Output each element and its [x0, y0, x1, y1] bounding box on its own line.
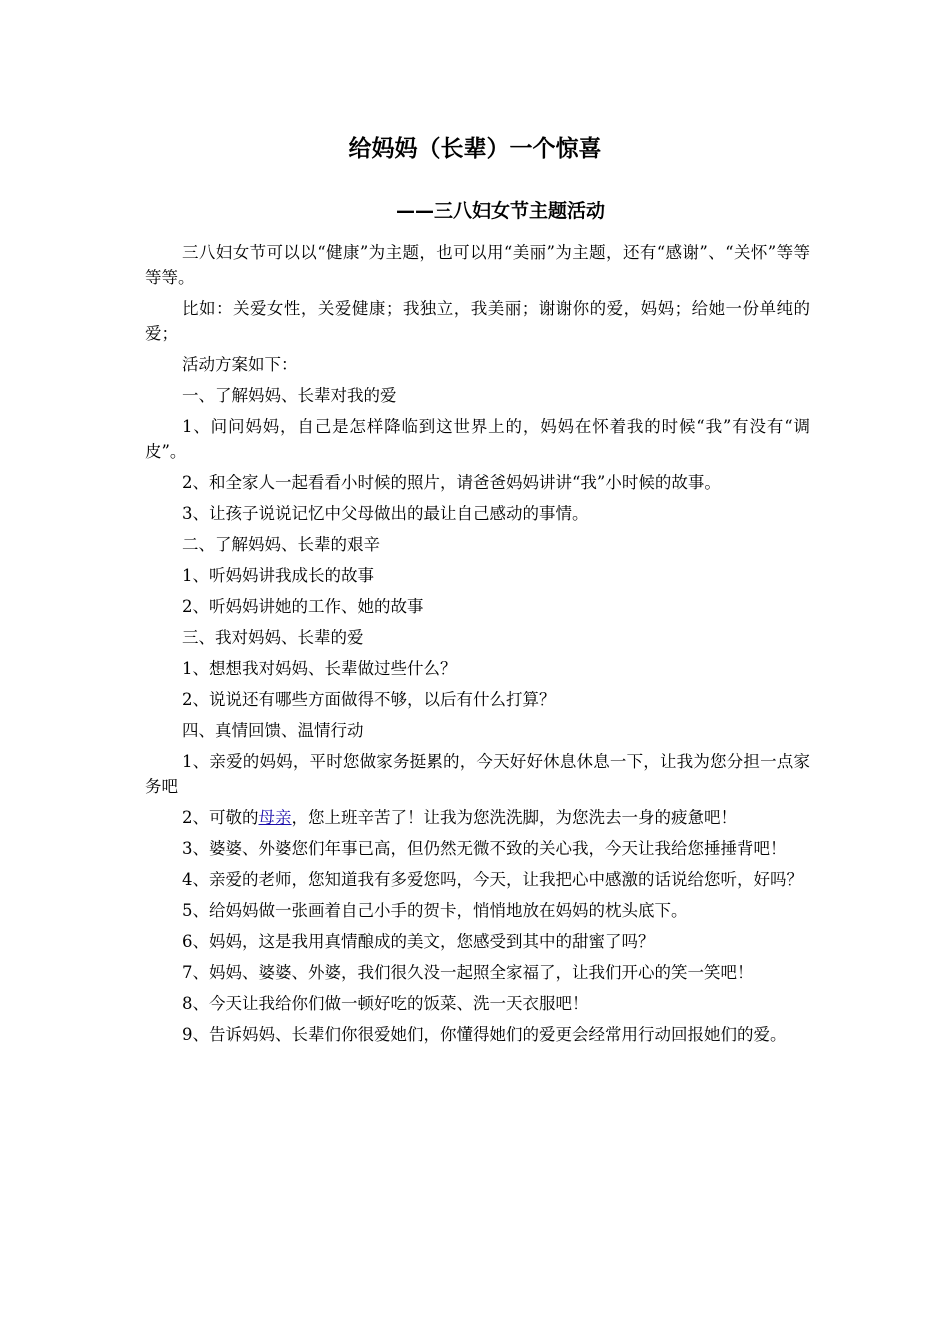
- list-item: 1、想想我对妈妈、长辈做过些什么？: [182, 659, 457, 678]
- list-item: 6、妈妈，这是我用真情酿成的美文，您感受到其中的甜蜜了吗？: [182, 932, 655, 951]
- list-item: 2、说说还有哪些方面做得不够，以后有什么打算？: [182, 690, 556, 709]
- section-heading: 一、了解妈妈、长辈对我的爱: [182, 386, 397, 405]
- list-item-text: ，您上班辛苦了！让我为您洗洗脚，为您洗去一身的疲惫吧！: [291, 808, 737, 827]
- list-item: [145, 805, 810, 830]
- list-item: 2、和全家人一起看看小时候的照片，请爸爸妈妈讲讲“我”小时候的故事。: [182, 473, 721, 492]
- document-body: [145, 240, 810, 1053]
- list-item-text: 2、可敬的: [182, 808, 259, 827]
- mother-link[interactable]: 母亲: [258, 808, 292, 827]
- list-item: 4、亲爱的老师，您知道我有多爱您吗，今天，让我把心中感激的话说给您听，好吗？: [182, 870, 803, 889]
- list-item: 3、婆婆、外婆您们年事已高，但仍然无微不致的关心我，今天让我给您捶捶背吧！: [182, 839, 787, 858]
- list-item: 2、听妈妈讲她的工作、她的故事: [182, 597, 424, 616]
- plan-heading: 活动方案如下：: [182, 355, 298, 374]
- list-item: 7、妈妈、婆婆、外婆，我们很久没一起照全家福了，让我们开心的笑一笑吧！: [182, 963, 754, 982]
- document-subtitle: ——三八妇女节主题活动: [396, 200, 606, 222]
- list-item: 1、听妈妈讲我成长的故事: [182, 566, 374, 585]
- list-item: 8、今天让我给你们做一顿好吃的饭菜、洗一天衣服吧！: [182, 994, 589, 1013]
- intro-paragraph: 三八妇女节可以以“健康”为主题，也可以用“美丽”为主题，还有“感谢”、“关怀”等等等等。: [145, 243, 810, 287]
- section-heading: 四、真情回馈、温情行动: [182, 721, 364, 740]
- list-item: 9、告诉妈妈、长辈们你很爱她们，你懂得她们的爱更会经常用行动回报她们的爱。: [182, 1025, 787, 1044]
- list-item: 5、给妈妈做一张画着自己小手的贺卡，悄悄地放在妈妈的枕头底下。: [182, 901, 688, 920]
- list-item: 3、让孩子说说记忆中父母做出的最让自己感动的事情。: [182, 504, 589, 523]
- document-title: 给妈妈（长辈）一个惊喜: [348, 136, 602, 162]
- section-heading: 二、了解妈妈、长辈的艰辛: [182, 535, 380, 554]
- examples-paragraph: 比如：关爱女性，关爱健康；我独立，我美丽；谢谢你的爱，妈妈；给她一份单纯的爱；: [145, 299, 810, 343]
- list-item: 1、问问妈妈，自己是怎样降临到这世界上的，妈妈在怀着我的时候“我”有没有“调皮”。: [145, 417, 810, 461]
- list-item: 1、亲爱的妈妈，平时您做家务挺累的，今天好好休息休息一下，让我为您分担一点家务吧: [145, 752, 810, 796]
- section-heading: 三、我对妈妈、长辈的爱: [182, 628, 364, 647]
